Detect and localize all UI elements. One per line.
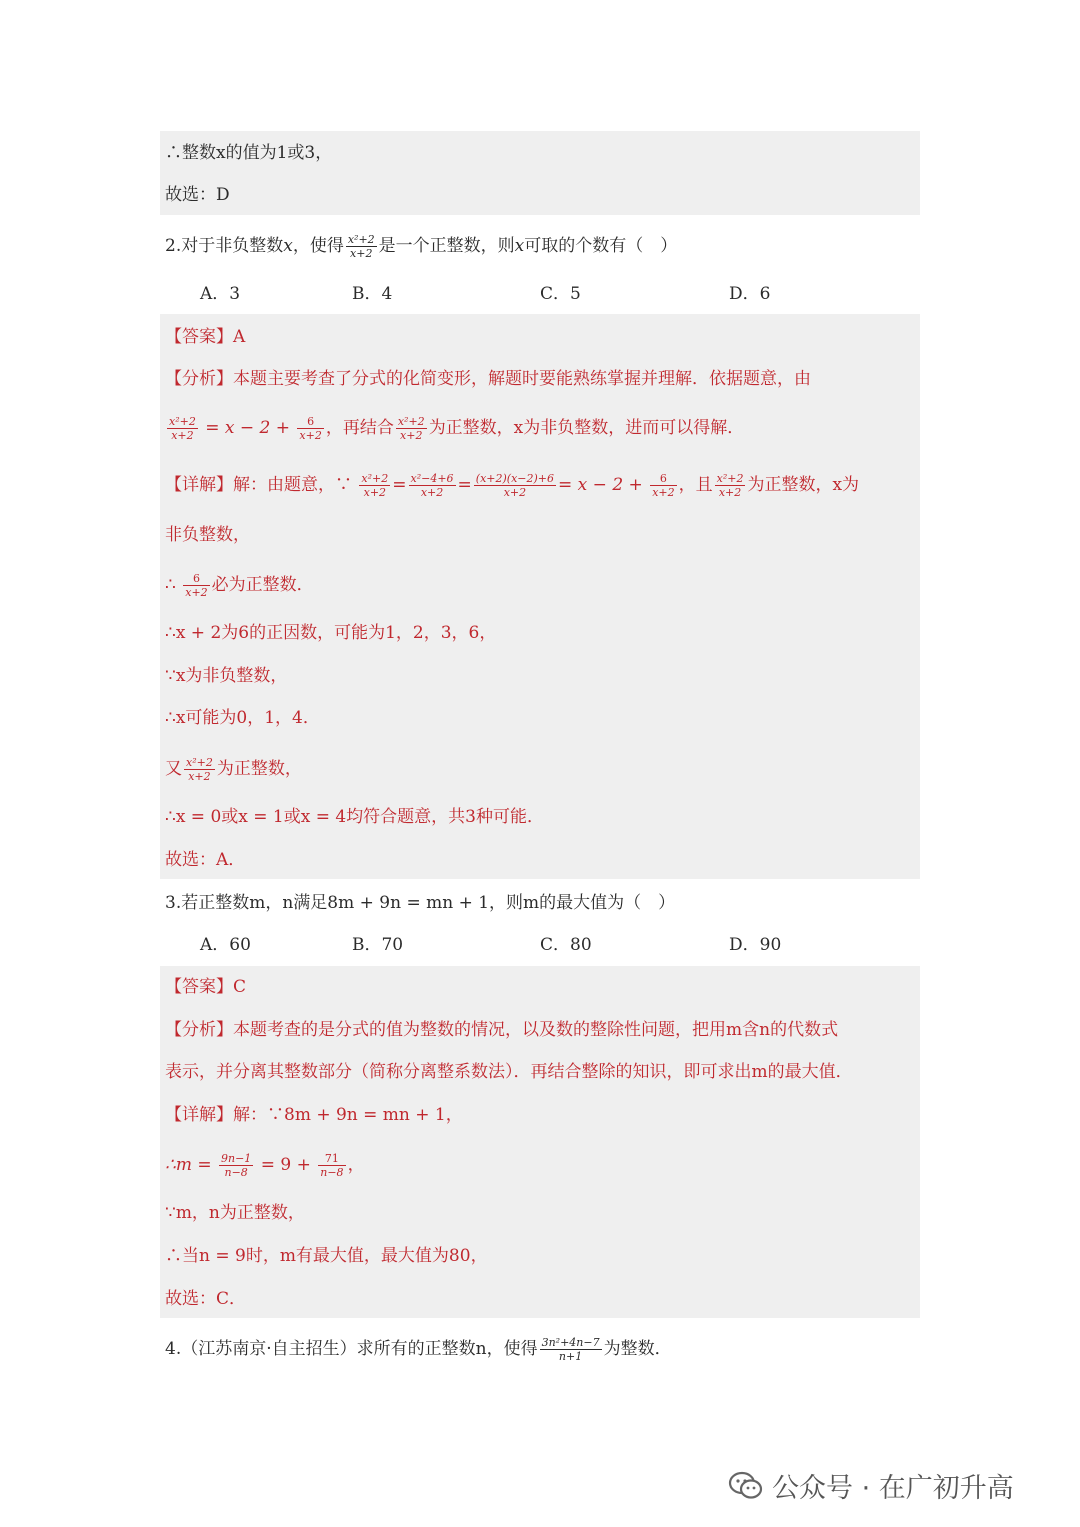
q2-detail-4: ∴x + 2为6的正因数，可能为1，2，3，6， (165, 623, 497, 643)
q2-fraction: $\frac{\text{x²+2}}{x+2}$ (347, 233, 375, 260)
q3-analysis-1: 【分析】本题考查的是分式的值为整数的情况，以及数的整除性问题，把用m含n的代数式 (165, 1020, 839, 1040)
q3-detail-5: 故选：C． (165, 1289, 247, 1309)
q2-option-d: D．6 (729, 284, 771, 304)
q4-fraction: $\frac{\text{3n²+4n−7}}{n+1}$ (541, 1336, 600, 1363)
q3-option-d: D．90 (729, 935, 782, 955)
q2-detail-6: ∴x可能为0，1，4． (165, 708, 320, 728)
q3-option-c: C．80 (540, 935, 592, 955)
q3-answer: 【答案】C (165, 977, 247, 997)
q2-detail-5: ∵x为非负整数， (165, 666, 288, 686)
q2-option-a: A．3 (200, 284, 241, 304)
q2-answer: 【答案】A (165, 327, 246, 347)
watermark (728, 1466, 1014, 1505)
prev-line-1: ∴整数x的值为1或3， (165, 143, 333, 163)
q2-detail-2: 非负整数， (165, 525, 250, 545)
q3-detail-2: ∴m = $\frac{9n-1}{n-8}$ = 9 + $\frac{71}{n-8}$ ， (165, 1152, 365, 1179)
q2-detail-9: 故选：A． (165, 850, 246, 870)
q2-analysis-2: $\frac{\text{x²+2}}{x+2}$ = x − 2 + $\frac{6}{x+2}$ ，再结合 $\frac{\text{x²+2}}{x+2}$ 为正整数，x为非负整数，进而可以得解． (169, 415, 745, 442)
q3-analysis-2: 表示，并分离其整数部分（简称分离整系数法）．再结合整除的知识，即可求出m的最大值． (165, 1062, 853, 1082)
prev-line-2: 故选：D (165, 185, 230, 205)
wechat-icon (728, 1471, 764, 1501)
q2-option-c: C．5 (540, 284, 581, 304)
q3-detail-4: ∴当n = 9时，m有最大值，最大值为80， (165, 1246, 488, 1266)
q2-detail-1: 【详解】解：由题意，∵ $\frac{\text{x²+2}}{x+2}$ = $\frac{\text{x²−4+6}}{x+2}$ = $\frac{(x+2)(x-2)+6}{x+2}$ = x − 2 + $\frac{6}{x+2}$ ，且 $\frac{\text{x²+2}}{x+2}$ 为正整数，x为 (165, 472, 860, 499)
watermark-text: 公众号 · 在广初升高 (772, 1473, 1014, 1504)
q2-detail-3: ∴ $\frac{6}{x+2}$ 必为正整数． (165, 572, 314, 599)
q3-detail-1: 【详解】解：∵8m + 9n = mn + 1， (165, 1105, 463, 1125)
q2-option-b: B．4 (352, 284, 393, 304)
q2-stem: 2.对于非负整数x，使得 $\frac{\text{x²+2}}{x+2}$ 是一个正整数，则x可取的个数有（ ） (165, 233, 678, 260)
q3-option-a: A．60 (200, 935, 251, 955)
q2-analysis-1: 【分析】本题主要考查了分式的化简变形，解题时要能熟练掌握并理解．依据题意，由 (165, 369, 811, 389)
q2-detail-8: ∴x = 0或x = 1或x = 4均符合题意，共3种可能． (165, 807, 544, 827)
q3-stem: 3.若正整数m，n满足8m + 9n = mn + 1，则m的最大值为（ ） (165, 893, 676, 913)
q3-option-b: B．70 (352, 935, 404, 955)
q2-detail-7: 又 $\frac{\text{x²+2}}{x+2}$ 为正整数， (165, 756, 302, 783)
q4-stem: 4.（江苏南京·自主招生）求所有的正整数n，使得 $\frac{\text{3n²+4n−7}}{n+1}$ 为整数． (165, 1336, 672, 1363)
q3-detail-3: ∵m，n为正整数， (165, 1203, 305, 1223)
